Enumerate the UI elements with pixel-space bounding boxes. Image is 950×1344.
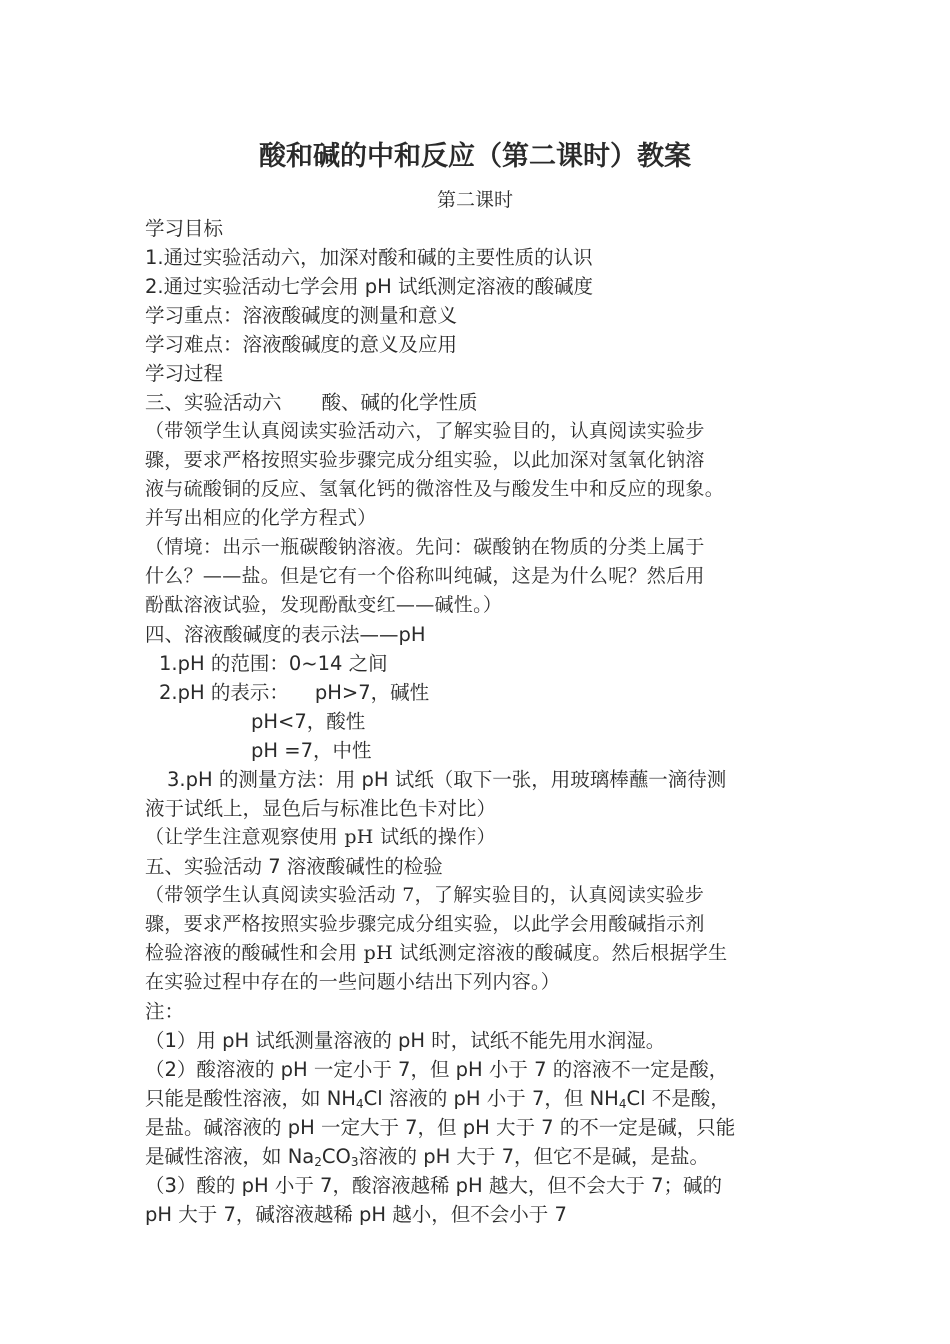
paragraph-line: 骤，要求严格按照实验步骤完成分组实验，以此学会用酸碱指示剂 bbox=[145, 913, 705, 935]
list-item: 3.pH 的测量方法：用 pH 试纸（取下一张，用玻璃棒蘸一滴待测 bbox=[167, 768, 727, 791]
paragraph-line: 液于试纸上，显色后与标准比色卡对比） bbox=[145, 797, 497, 820]
section-heading: 学习目标 bbox=[145, 217, 224, 240]
paragraph-line: 酚酞溶液试验，发现酚酞变红——碱性。） bbox=[145, 594, 503, 616]
section-heading: 四、溶液酸碱度的表示法——pH bbox=[145, 623, 426, 646]
note-line: （1）用 pH 试纸测量溶液的 pH 时，试纸不能先用水润湿。 bbox=[145, 1029, 666, 1052]
paragraph-line: （带领学生认真阅读实验活动六，了解实验目的，认真阅读实验步 bbox=[145, 420, 705, 442]
paragraph-line: 并写出相应的化学方程式） bbox=[145, 507, 377, 529]
note-line bbox=[145, 1142, 810, 1171]
text-run: Cl 溶液的 pH 小于 7，但 NH bbox=[363, 1087, 619, 1110]
subscript: 4 bbox=[355, 1097, 364, 1111]
paragraph-line: （让学生注意观察使用 pH 试纸的操作） bbox=[145, 826, 496, 848]
note-line: （3）酸的 pH 小于 7，酸溶液越稀 pH 越大，但不会大于 7；碱的 bbox=[145, 1174, 722, 1197]
paragraph-line: 什么？——盐。但是它有一个俗称叫纯碱，这是为什么呢？然后用 bbox=[145, 565, 705, 587]
list-item bbox=[145, 678, 810, 707]
objective-line: 1.通过实验活动六，加深对酸和碱的主要性质的认识 bbox=[145, 246, 593, 269]
paragraph-line: （情境：出示一瓶碳酸钠溶液。先问：碳酸钠在物质的分类上属于 bbox=[145, 536, 705, 558]
document-title: 酸和碱的中和反应（第二课时）教案 bbox=[259, 141, 691, 172]
ph-neutral: pH =7，中性 bbox=[251, 739, 372, 762]
list-item-label: 2.pH 的表示： bbox=[159, 681, 289, 704]
note-line: pH 大于 7，碱溶液越稀 pH 越小，但不会小于 7 bbox=[145, 1203, 567, 1226]
list-item: 1.pH 的范围：0~14 之间 bbox=[159, 652, 388, 675]
objective-line: 2.通过实验活动七学会用 pH 试纸测定溶液的酸碱度 bbox=[145, 275, 594, 298]
heading-number: 三、实验活动六 bbox=[145, 391, 282, 414]
key-point-line: 学习重点：溶液酸碱度的测量和意义 bbox=[145, 304, 458, 327]
text-run: Cl 不是酸， bbox=[626, 1087, 730, 1110]
note-line: （2）酸溶液的 pH 一定小于 7，但 pH 小于 7 的溶液不一定是酸， bbox=[145, 1058, 729, 1081]
ph-basic: pH>7，碱性 bbox=[314, 681, 430, 704]
text-run: 是碱性溶液，如 Na bbox=[145, 1145, 315, 1168]
paragraph-line: 骤，要求严格按照实验步骤完成分组实验，以此加深对氢氧化钠溶 bbox=[145, 449, 705, 471]
document-subtitle: 第二课时 bbox=[436, 189, 513, 211]
paragraph-line: 在实验过程中存在的一些问题小结出下列内容。） bbox=[145, 971, 561, 993]
document-body bbox=[145, 214, 810, 1229]
ph-acidic: pH<7，酸性 bbox=[251, 710, 366, 733]
text-run: CO bbox=[321, 1145, 351, 1168]
paragraph-line: 检验溶液的酸碱性和会用 pH 试纸测定溶液的酸碱度。然后根据学生 bbox=[145, 942, 728, 964]
section-heading: 五、实验活动 7 溶液酸碱性的检验 bbox=[145, 855, 443, 878]
section-heading bbox=[145, 388, 810, 417]
note-line: 是盐。碱溶液的 pH 一定大于 7，但 pH 大于 7 的不一定是碱，只能 bbox=[145, 1116, 736, 1139]
subscript: 2 bbox=[314, 1155, 322, 1169]
difficulty-line: 学习难点：溶液酸碱度的意义及应用 bbox=[145, 333, 458, 356]
text-run: 溶液的 pH 大于 7，但它不是碱，是盐。 bbox=[358, 1145, 710, 1168]
subscript: 4 bbox=[618, 1097, 627, 1111]
note-line bbox=[145, 1084, 810, 1113]
paragraph-line: （带领学生认真阅读实验活动 7，了解实验目的，认真阅读实验步 bbox=[145, 884, 705, 906]
text-run: 只能是酸性溶液，如 NH bbox=[145, 1087, 356, 1110]
note-heading: 注： bbox=[145, 1000, 185, 1023]
section-heading: 学习过程 bbox=[145, 362, 224, 385]
subscript: 3 bbox=[350, 1155, 359, 1169]
paragraph-line: 液与硫酸铜的反应、氢氧化钙的微溶性及与酸发生中和反应的现象。 bbox=[145, 478, 725, 500]
heading-topic: 酸、碱的化学性质 bbox=[321, 391, 478, 414]
